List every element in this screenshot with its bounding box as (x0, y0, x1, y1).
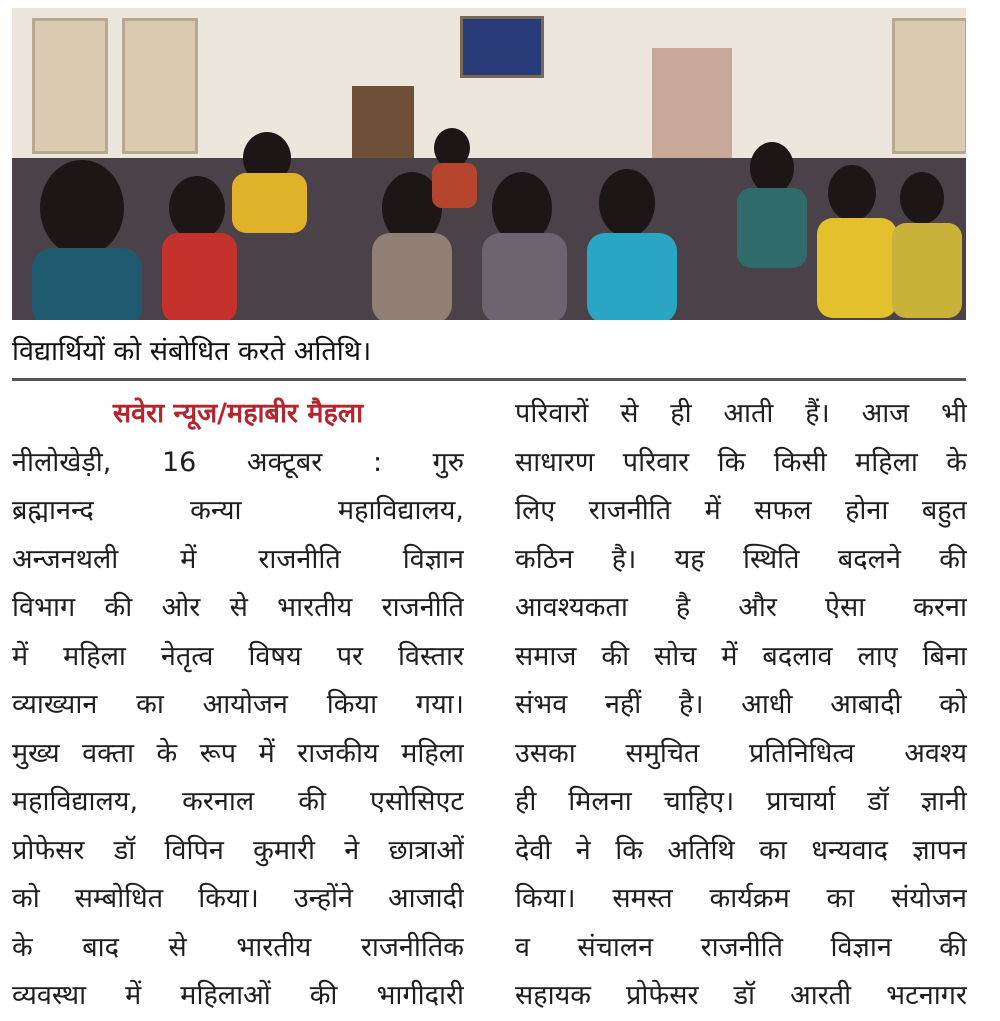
article-line: ब्रह्मानन्द कन्या महाविद्यालय, (12, 495, 464, 526)
photo-audience (12, 8, 966, 320)
article-line: उसका समुचित प्रतिनिधित्व अवश्य (515, 737, 967, 769)
photo-caption: विद्यार्थियों को संबोधित करते अतिथि। (12, 336, 372, 367)
article-line: ही मिलना चाहिए। प्राचार्या डॉ ज्ञानी (515, 786, 967, 817)
article-line: व्यवस्था में महिलाओं की भागीदारी (12, 980, 464, 1011)
article-line: कठिन है। यह स्थिति बदलने की (515, 543, 967, 575)
article-line: प्रोफेसर डॉ विपिन कुमारी ने छात्राओं (12, 834, 464, 866)
right-column (515, 390, 967, 1021)
article-line: को सम्बोधित किया। उन्होंने आजादी (12, 883, 464, 914)
article-line: अन्जनथली में राजनीति विज्ञान (12, 543, 464, 575)
byline: सवेरा न्यूज/महाबीर मैहला (112, 398, 364, 429)
article-line: नीलोखेड़ी, 16 अक्टूबर : गुरु (12, 446, 464, 478)
article-line: विभाग की ओर से भारतीय राजनीति (12, 592, 464, 623)
caption-divider (12, 378, 966, 381)
article-line: व्याख्यान का आयोजन किया गया। (12, 689, 464, 720)
left-column (12, 390, 464, 1021)
article-line: परिवारों से ही आती हैं। आज भी (515, 398, 967, 429)
article-line: देवी ने कि अतिथि का धन्यवाद ज्ञापन (515, 834, 967, 866)
article-line: सहायक प्रोफेसर डॉ आरती भटनागर (515, 980, 967, 1011)
article-line: व संचालन राजनीति विज्ञान की (515, 931, 967, 963)
article-line: किया। समस्त कार्यक्रम का संयोजन (515, 883, 967, 914)
article-line: आवश्यकता है और ऐसा करना (515, 592, 967, 623)
article-line: समाज की सोच में बदलाव लाए बिना (515, 640, 967, 672)
article-line: लिए राजनीति में सफल होना बहुत (515, 495, 967, 526)
article-line: में महिला नेतृत्व विषय पर विस्तार (12, 640, 464, 672)
article-line: साधारण परिवार कि किसी महिला के (515, 446, 967, 478)
article-line: संभव नहीं है। आधी आबादी को (515, 689, 967, 720)
article-line: महाविद्यालय, करनाल की एसोसिएट (12, 786, 464, 817)
article-line: मुख्य वक्ता के रूप में राजकीय महिला (12, 737, 464, 769)
article-line: के बाद से भारतीय राजनीतिक (12, 931, 464, 963)
news-photo (12, 8, 966, 320)
